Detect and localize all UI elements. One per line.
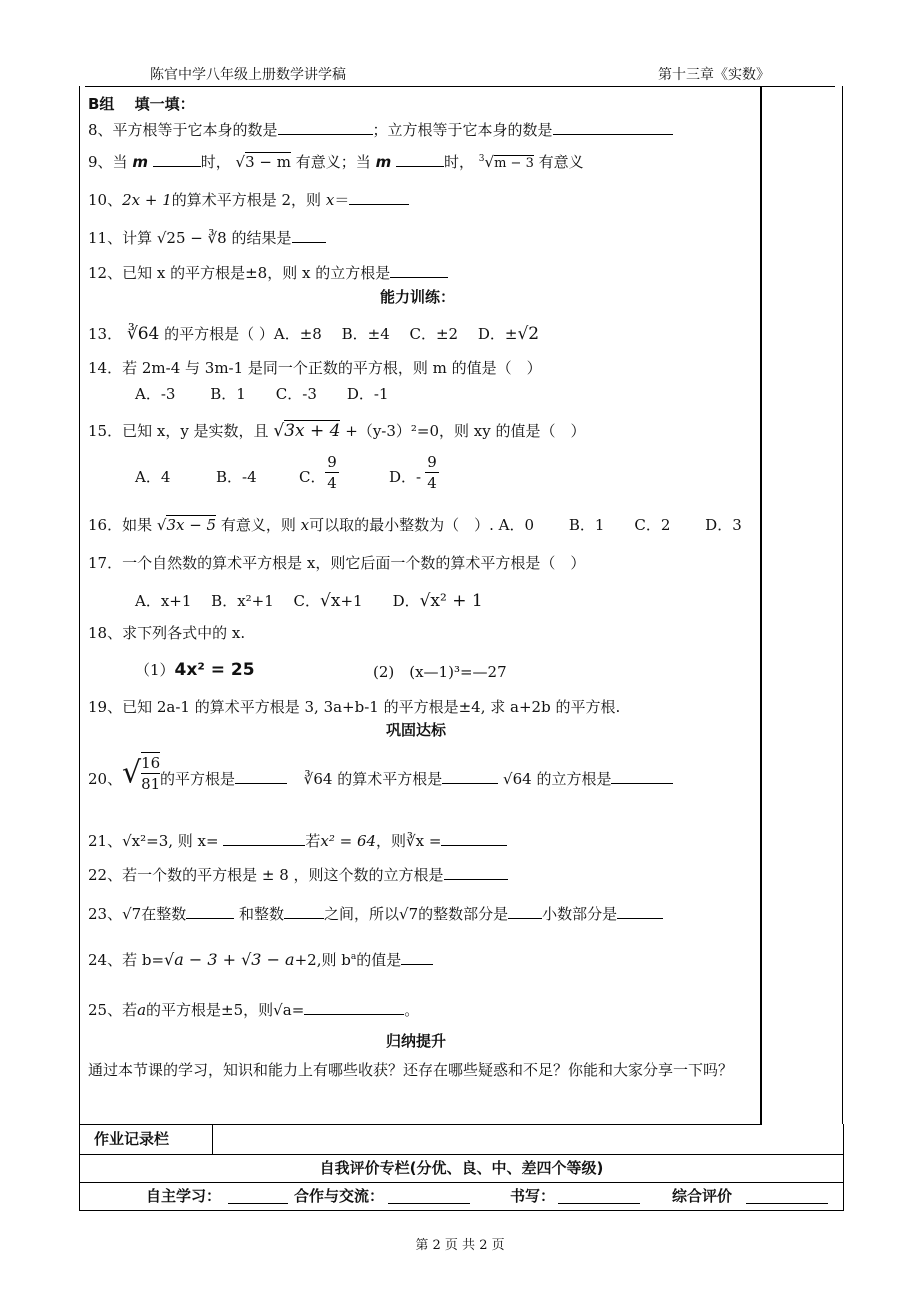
q8-blank-2[interactable] — [553, 120, 673, 135]
q9-text-a: 9、当 — [88, 153, 128, 171]
q21-blank-1[interactable] — [223, 831, 305, 846]
question-18-part-1 — [135, 659, 255, 680]
q11-text-b: 的结果是 — [231, 229, 292, 247]
q15-text-b: +（y-3）²=0，则 xy 的值是（ ） — [345, 422, 586, 440]
q24-blank[interactable] — [401, 950, 433, 965]
q21-text-b: =3, 则 x= — [146, 832, 219, 850]
q10-var-x: x — [325, 191, 335, 209]
header-chapter-title: 第十三章《实数》 — [658, 67, 770, 83]
q18-part1-equation: 4x² = 25 — [174, 660, 255, 680]
question-20 — [88, 768, 122, 789]
writing-label: 书写： — [510, 1187, 556, 1205]
q16-sqrt: √3x − 5 — [156, 516, 217, 534]
question-18-part-2: (2) (x—1)³=—27 — [373, 663, 507, 681]
q18-part1-label: （1） — [135, 661, 175, 679]
q13-expr: ∛64 — [126, 324, 160, 344]
q13-option-d-value: √2 — [517, 324, 540, 344]
side-column-border — [760, 86, 761, 1124]
q15-text-a: 15．已知 x，y 是实数，且 — [88, 422, 269, 440]
side-column-outer-border — [842, 86, 843, 1124]
header-school-title: 陈官中学八年级上册数学讲学稿 — [150, 67, 346, 83]
q24-text-a: 24、若 b= — [88, 951, 165, 969]
q23-blank-3[interactable] — [508, 904, 542, 919]
q25-text-c: = — [291, 1001, 305, 1019]
question-10 — [88, 189, 409, 210]
q15-sqrt: √3x + 4 — [273, 421, 341, 441]
q9-blank-2[interactable] — [396, 152, 444, 167]
q25-text-d: 。 — [404, 1001, 420, 1019]
q10-text-c: ＝ — [334, 191, 350, 209]
q16-text-a: 16．如果 — [88, 516, 153, 534]
q9-text-e: 有意义 — [538, 153, 584, 171]
section-b-heading: B组 填一填： — [88, 95, 195, 113]
q16-radicand: 3x − 5 — [166, 516, 217, 534]
q23-text-a: 23、 — [88, 905, 123, 923]
summary-title: 归纳提升 — [386, 1032, 447, 1050]
q23-blank-2[interactable] — [284, 904, 324, 919]
question-14-options: A．-3 B．1 C．-3 D．-1 — [135, 385, 389, 403]
q13-text-b: 的平方根是（ ）A．±8 B．±4 C．±2 D．± — [164, 325, 518, 343]
q20-text-a: 20、 — [88, 770, 123, 788]
q21-text-e: = — [428, 832, 442, 850]
cooperation-label: 合作与交流： — [294, 1187, 385, 1205]
q25-text-a: 25、若 — [88, 1001, 138, 1019]
q16-text-b: 有意义，则 — [220, 516, 296, 534]
q23-blank-4[interactable] — [617, 904, 663, 919]
q20-sqrt-64: √64 — [503, 770, 532, 788]
q9-cbrt: $^3$√m − 3 — [478, 153, 534, 171]
question-17-options — [135, 590, 483, 611]
q21-text-d: ，则 — [376, 832, 407, 850]
overall-blank[interactable] — [746, 1189, 828, 1204]
homework-label: 作业记录栏 — [80, 1124, 213, 1154]
q21-blank-2[interactable] — [441, 831, 507, 846]
q23-text-b: 在整数 — [141, 905, 187, 923]
question-17: 17．一个自然数的算术平方根是 x，则它后面一个数的算术平方根是（ ） — [88, 554, 586, 572]
q25-sqrt-a: √a — [273, 1001, 292, 1019]
q13-text-a: 13． — [88, 325, 123, 343]
self-eval-title: 自我评价专栏(分优、良、中、差四个等级) — [319, 1159, 604, 1177]
q20-denominator: 81 — [141, 775, 161, 793]
q23-text-c: 和整数 — [239, 905, 285, 923]
self-study-label: 自主学习： — [146, 1187, 222, 1205]
q17-options-cd: +1 D． — [340, 592, 420, 610]
q10-expr: 2x + 1 — [122, 191, 172, 209]
writing-blank[interactable] — [558, 1189, 640, 1204]
q8-blank-1[interactable] — [278, 120, 373, 135]
q24-text-b: +2,则 b — [294, 951, 351, 969]
q9-radicand-2: m − 3 — [494, 156, 534, 171]
question-15 — [88, 420, 586, 441]
q8-text-a: 8、平方根等于它本身的数是 — [88, 121, 278, 139]
ability-training-title: 能力训练： — [380, 288, 456, 306]
q16-text-c: 可以取的最小整数为（ ）. A．0 B．1 C．2 D．3 — [309, 516, 742, 534]
question-19: 19、已知 2a-1 的算术平方根是 3, 3a+b-1 的平方根是±4, 求 a+2b 的平方根. — [88, 698, 621, 716]
q20-text-b: 的平方根是 — [160, 770, 236, 788]
q15-option-d: D．- — [389, 468, 422, 486]
q9-blank-1[interactable] — [153, 152, 201, 167]
q21-text-c: 若 — [305, 832, 321, 850]
q11-text-a: 11、计算 — [88, 229, 153, 247]
q17-option-d-sqrt: √x² + 1 — [419, 591, 483, 611]
summary-paragraph: 通过本节课的学习，知识和能力上有哪些收获？还存在哪些疑惑和不足？你能和大家分享一下吗？ — [88, 1061, 734, 1079]
q20-numerator: 16 — [141, 754, 161, 772]
q10-text-a: 10、 — [88, 191, 123, 209]
question-21 — [88, 830, 507, 851]
cooperation-blank[interactable] — [388, 1189, 470, 1204]
q20-blank-2[interactable] — [442, 769, 498, 784]
q25-text-b: 的平方根是±5，则 — [146, 1001, 274, 1019]
q12-blank[interactable] — [390, 263, 448, 278]
evaluation-table — [79, 1124, 844, 1211]
self-eval-fields-row — [80, 1183, 843, 1211]
q20-cbrt-64: ∛64 — [303, 770, 333, 788]
q20-text-f: 的立方根是 — [536, 770, 612, 788]
q20-blank-3[interactable] — [611, 769, 673, 784]
question-22 — [88, 864, 508, 885]
homework-row — [80, 1124, 843, 1155]
q21-sqrt-x2: √x² — [122, 832, 147, 850]
q25-blank[interactable] — [304, 1000, 404, 1015]
q23-blank-1[interactable] — [186, 904, 234, 919]
q20-blank-1[interactable] — [235, 769, 287, 784]
question-20-rest — [160, 768, 673, 789]
q23-text-d: 之间，所以 — [324, 905, 400, 923]
q23-sqrt-7-b: √7 — [399, 905, 419, 923]
overall-label: 综合评价 — [672, 1187, 733, 1205]
self-study-blank[interactable] — [228, 1189, 288, 1204]
q15-option-c-fraction — [325, 452, 339, 493]
question-11 — [88, 227, 326, 248]
q9-text-b: 时， — [200, 153, 231, 171]
q17-option-c-sqrt: √x — [320, 591, 341, 611]
q15-option-b: B．-4 — [216, 468, 257, 486]
q24-exponent: a — [350, 952, 357, 962]
q9-var-m1: m — [132, 153, 148, 171]
q11-blank[interactable] — [292, 228, 326, 243]
q23-sqrt-7-a: √7 — [122, 905, 142, 923]
q20-sqrt-fraction: √ $\frac{16}{81}$ — [122, 754, 161, 793]
page-footer: 第 2 页 共 2 页 — [415, 1238, 505, 1253]
question-16 — [88, 514, 742, 535]
self-eval-title-row — [80, 1155, 843, 1183]
q21-cbrt-x: ∛x — [406, 832, 425, 850]
question-23 — [88, 903, 663, 924]
question-9 — [88, 151, 584, 172]
q15-option-d-fraction — [425, 452, 439, 493]
q10-blank[interactable] — [349, 190, 409, 205]
q22-blank[interactable] — [444, 865, 508, 880]
q15-radicand: 3x + 4 — [284, 421, 341, 441]
q9-text-c: 有意义；当 — [295, 153, 371, 171]
q11-expr: √25 − ∛8 — [156, 229, 227, 247]
consolidate-title: 巩固达标 — [386, 721, 447, 739]
question-14: 14．若 2m-4 与 3m-1 是同一个正数的平方根，则 m 的值是（ ） — [88, 359, 542, 377]
q9-text-d: 时， — [443, 153, 474, 171]
question-18: 18、求下列各式中的 x. — [88, 624, 246, 642]
question-12 — [88, 262, 448, 283]
question-24 — [88, 949, 433, 970]
q23-text-g: 小数部分是 — [542, 905, 618, 923]
q12-text: 12、已知 x 的平方根是±8，则 x 的立方根是 — [88, 264, 391, 282]
q20-text-d: 的算术平方根是 — [337, 770, 443, 788]
q9-var-m2: m — [375, 153, 392, 171]
q8-text-b: ；立方根等于它本身的数是 — [372, 121, 553, 139]
q9-radicand-1: 3 − m — [245, 153, 291, 171]
q21-text-a: 21、 — [88, 832, 123, 850]
question-8 — [88, 119, 673, 140]
q15-d-denominator: 4 — [427, 474, 437, 492]
q15-option-a: A．4 — [135, 468, 171, 486]
q10-text-b: 的算术平方根是 2，则 — [171, 191, 322, 209]
q17-options-ab: A．x+1 B．x²+1 C． — [135, 592, 321, 610]
q15-d-numerator: 9 — [425, 452, 439, 473]
question-13 — [88, 323, 539, 344]
q22-text: 22、若一个数的平方根是 ± 8 ，则这个数的立方根是 — [88, 866, 444, 884]
q24-expr: √a − 3 + √3 − a — [164, 950, 295, 969]
q9-sqrt-1: √3 − m — [235, 153, 291, 171]
question-25 — [88, 999, 419, 1020]
q15-c-numerator: 9 — [325, 452, 339, 473]
q23-text-f: 的整数部分是 — [418, 905, 509, 923]
q15-option-c: C． — [299, 468, 326, 486]
q25-var-a: a — [137, 1001, 147, 1019]
q24-text-c: 的值是 — [356, 951, 402, 969]
q15-c-denominator: 4 — [327, 474, 337, 492]
q21-equation: x² = 64 — [320, 832, 377, 850]
q16-var-x: x — [300, 516, 310, 534]
